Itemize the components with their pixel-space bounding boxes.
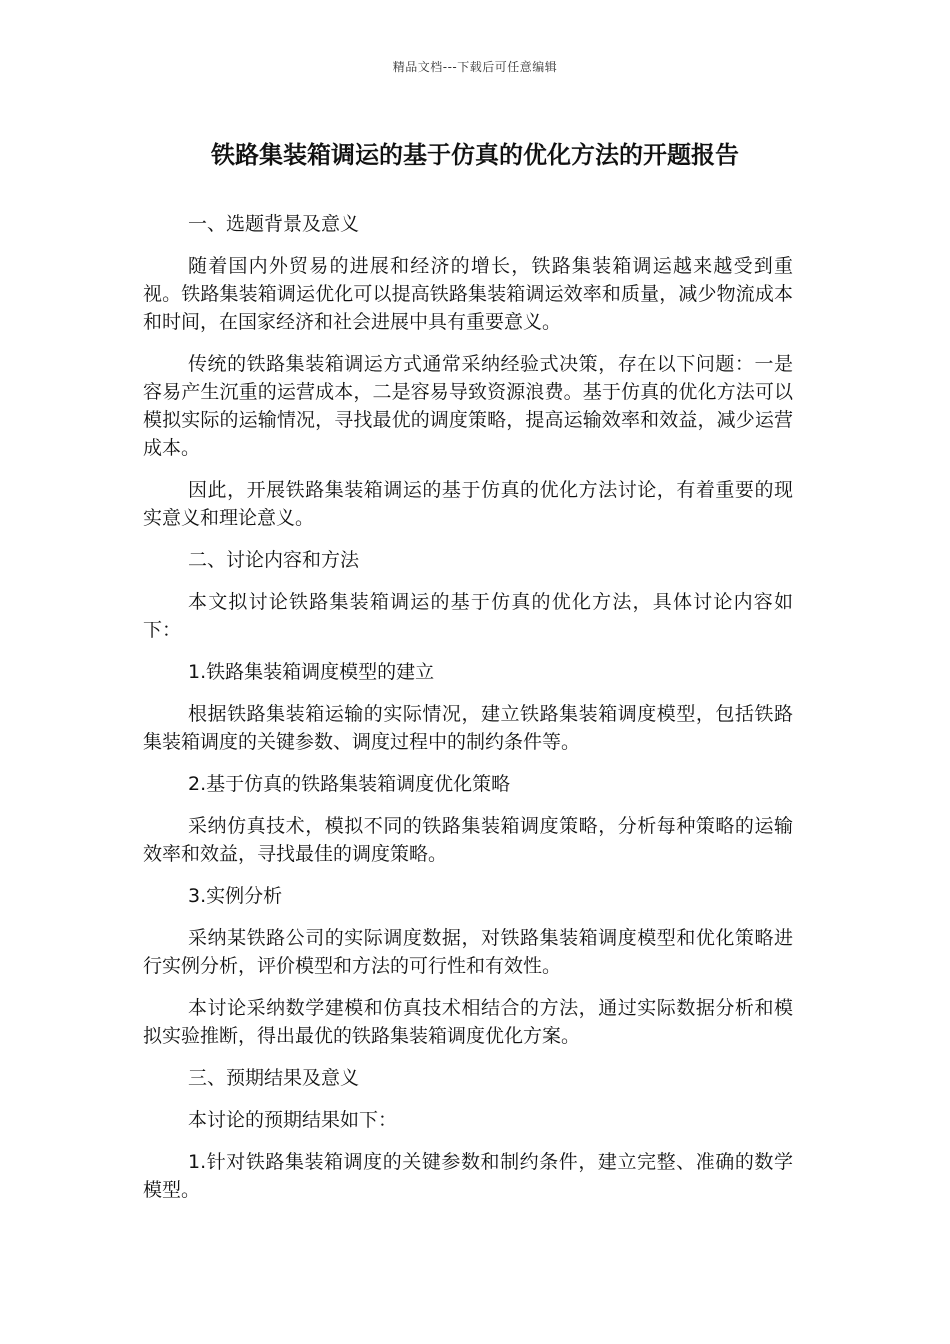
document-body [143, 210, 793, 1218]
header-note: 精品文档---下载后可任意编辑 [392, 60, 558, 74]
document-title: 铁路集装箱调运的基于仿真的优化方法的开题报告 [211, 141, 739, 169]
section-heading-expected-results: 三、预期结果及意义 [188, 1067, 360, 1089]
subheading-model: 1.铁路集装箱调度模型的建立 [188, 661, 435, 683]
paragraph: 根据铁路集装箱运输的实际情况，建立铁路集装箱调度模型，包括铁路集装箱调度的关键参数、调度过程中的制约条件等。 [143, 703, 793, 753]
paragraph: 随着国内外贸易的进展和经济的增长，铁路集装箱调运越来越受到重视。铁路集装箱调运优化可以提高铁路集装箱调运效率和质量，减少物流成本和时间，在国家经济和社会进展中具有重要意义。 [143, 255, 793, 333]
paragraph: 1.针对铁路集装箱调度的关键参数和制约条件，建立完整、准确的数学模型。 [143, 1151, 793, 1201]
subheading-strategy: 2.基于仿真的铁路集装箱调度优化策略 [188, 773, 511, 795]
paragraph: 因此，开展铁路集装箱调运的基于仿真的优化方法讨论，有着重要的现实意义和理论意义。 [143, 479, 793, 529]
section-heading-content-method: 二、讨论内容和方法 [188, 549, 360, 571]
paragraph: 采纳仿真技术，模拟不同的铁路集装箱调度策略，分析每种策略的运输效率和效益，寻找最佳的调度策略。 [143, 815, 793, 865]
subheading-case-analysis: 3.实例分析 [188, 885, 283, 907]
paragraph: 本讨论的预期结果如下： [188, 1109, 398, 1131]
paragraph: 本文拟讨论铁路集装箱调运的基于仿真的优化方法，具体讨论内容如下： [143, 591, 793, 641]
paragraph: 采纳某铁路公司的实际调度数据，对铁路集装箱调度模型和优化策略进行实例分析，评价模型和方法的可行性和有效性。 [143, 927, 793, 977]
section-heading-background: 一、选题背景及意义 [188, 213, 360, 235]
paragraph: 传统的铁路集装箱调运方式通常采纳经验式决策，存在以下问题：一是容易产生沉重的运营成本，二是容易导致资源浪费。基于仿真的优化方法可以模拟实际的运输情况，寻找最优的调度策略，提高运输效率和效益，减少运营成本。 [143, 353, 793, 459]
paragraph: 本讨论采纳数学建模和仿真技术相结合的方法，通过实际数据分析和模拟实验推断，得出最优的铁路集装箱调度优化方案。 [143, 997, 793, 1047]
